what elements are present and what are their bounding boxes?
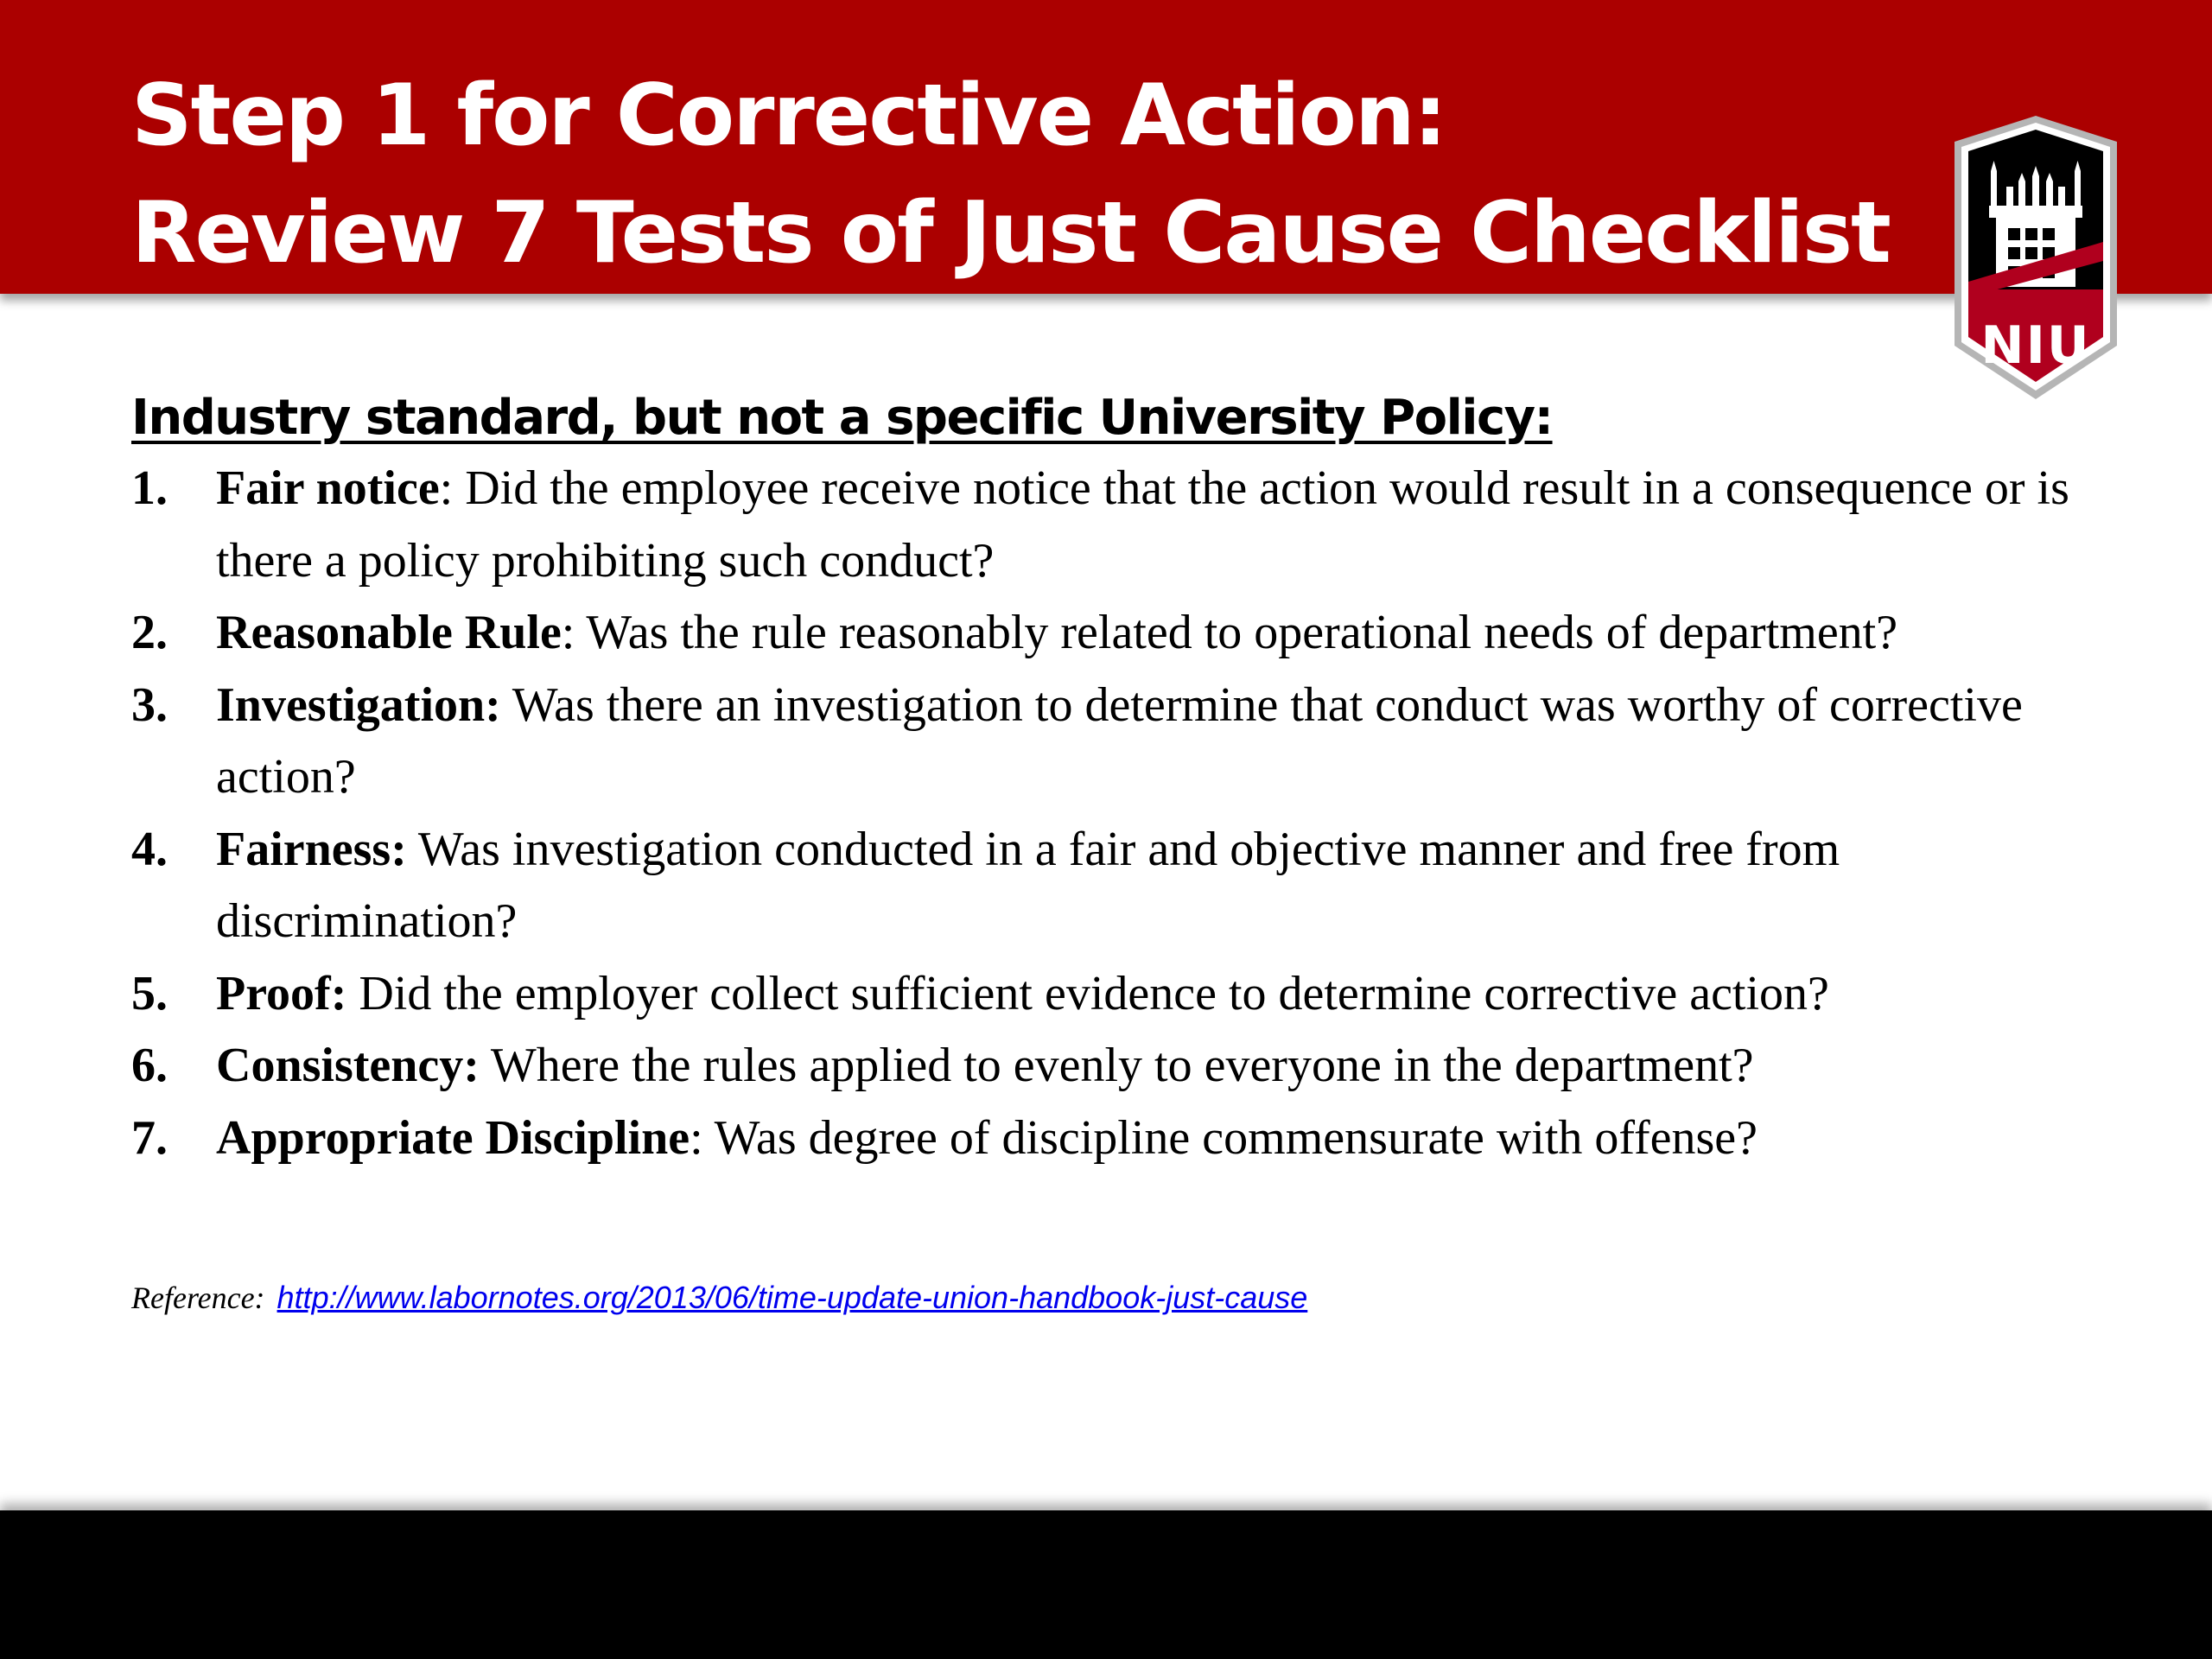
title-line-1: Step 1 for Corrective Action: [131, 67, 1446, 165]
item-separator [346, 967, 359, 1020]
footer-bar [0, 1510, 2212, 1659]
list-item [131, 670, 2084, 814]
content-area [131, 384, 2084, 1174]
item-separator [480, 1039, 491, 1092]
item-term: Appropriate Discipline [216, 1110, 690, 1165]
item-number: 3. [131, 677, 168, 732]
item-term: Fair notice [216, 461, 440, 515]
list-item [131, 1103, 2084, 1175]
item-text: Where the rules applied to evenly to everyone in the department? [490, 1039, 1754, 1092]
list-item [131, 453, 2084, 597]
item-text: Was degree of discipline commensurate with offense? [714, 1110, 1758, 1165]
list-item [131, 1030, 2084, 1103]
item-number: 5. [131, 966, 168, 1020]
item-number: 1. [131, 461, 168, 515]
reference [131, 1272, 1307, 1324]
header-bar [0, 0, 2212, 294]
title-line-2: Review 7 Tests of Just Cause Checklist [131, 184, 1890, 283]
item-separator [501, 678, 512, 732]
reference-label: Reference: [131, 1281, 265, 1315]
list-item [131, 814, 2084, 958]
item-text: Did the employee receive notice that the action would result in a consequence or is there a policy prohibiting such conduct? [216, 461, 2069, 588]
item-number: 6. [131, 1039, 168, 1092]
item-number: 4. [131, 822, 168, 876]
item-term: Investigation: [216, 677, 501, 732]
item-separator [407, 823, 418, 876]
item-term: Fairness: [216, 822, 407, 876]
item-separator: : [690, 1110, 715, 1165]
slide-title [131, 57, 1890, 292]
niu-logo [1949, 112, 2122, 406]
item-number: 7. [131, 1110, 168, 1165]
item-number: 2. [131, 606, 168, 659]
item-text: Did the employer collect sufficient evidence to determine corrective action? [359, 966, 1829, 1020]
item-text: Was there an investigation to determine that conduct was worthy of corrective action? [216, 677, 2023, 804]
item-term: Proof: [216, 966, 347, 1020]
checklist [131, 453, 2084, 1174]
list-item [131, 597, 2084, 670]
item-text: Was investigation conducted in a fair and objective manner and free from discrimination? [216, 822, 1840, 948]
list-item [131, 958, 2084, 1031]
subheading: Industry standard, but not a specific University Policy: [131, 390, 1553, 446]
reference-link[interactable]: http://www.labornotes.org/2013/06/time-update-union-handbook-just-cause [276, 1280, 1308, 1315]
item-term: Consistency: [216, 1039, 480, 1092]
logo-text: NIU [1980, 315, 2091, 376]
item-term: Reasonable Rule [216, 606, 562, 659]
item-separator: : [439, 461, 466, 515]
item-separator: : [561, 606, 587, 659]
item-text: Was the rule reasonably related to operational needs of department? [586, 606, 1898, 659]
